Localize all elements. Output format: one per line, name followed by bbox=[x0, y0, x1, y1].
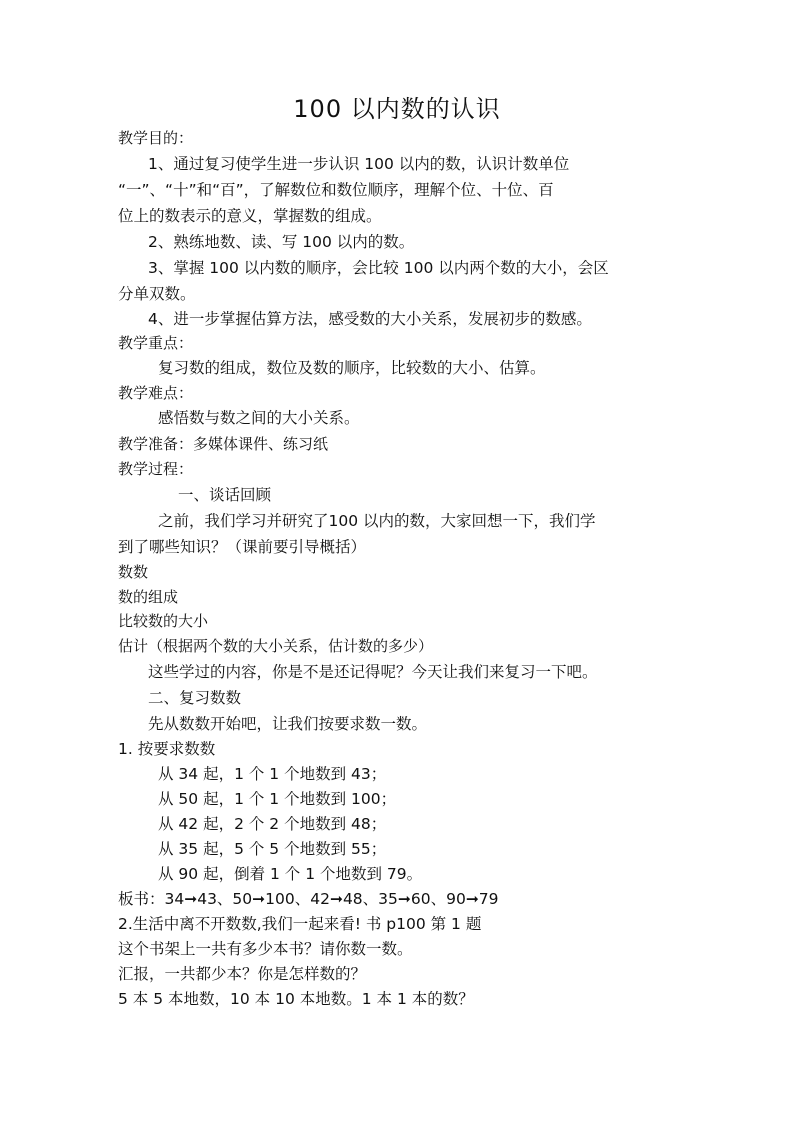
count-item-5: 从 90 起，倒着 1 个 1 个地数到 79。 bbox=[158, 865, 423, 883]
document-title: 100 以内数的认识 bbox=[293, 95, 501, 123]
section-2-heading: 二、复习数数 bbox=[148, 689, 242, 707]
count-item-1: 从 34 起，1 个 1 个地数到 43； bbox=[158, 765, 387, 783]
section-2-intro: 先从数数开始吧，让我们按要求数一数。 bbox=[148, 715, 428, 733]
goal-1-line-2: “一”、“十”和“百”，了解数位和数位顺序，理解个位、十位、百 bbox=[118, 181, 554, 199]
intro-line-1: 之前，我们学习并研究了100 以内的数，大家回想一下，我们学 bbox=[158, 512, 596, 530]
count-item-3: 从 42 起，2 个 2 个地数到 48； bbox=[158, 815, 387, 833]
goal-1-line-3: 位上的数表示的意义，掌握数的组成。 bbox=[118, 207, 382, 225]
goal-1-line-1: 1、通过复习使学生进一步认识 100 以内的数，认识计数单位 bbox=[148, 155, 570, 173]
heading-difficulties: 教学难点： bbox=[118, 384, 194, 402]
goal-4: 4、进一步掌握估算方法，感受数的大小关系，发展初步的数感。 bbox=[148, 310, 592, 328]
task-1-heading: 1. 按要求数数 bbox=[118, 740, 216, 758]
task-2-report: 汇报，一共都少本？你是怎样数的？ bbox=[118, 965, 367, 983]
task-2-heading: 2.生活中离不开数数,我们一起来看! 书 p100 第 1 题 bbox=[118, 915, 482, 933]
review-prompt: 这些学过的内容，你是不是还记得呢？今天让我们来复习一下吧。 bbox=[148, 663, 598, 681]
topic-estimation: 估计（根据两个数的大小关系，估计数的多少） bbox=[118, 637, 434, 655]
goal-3-line-2: 分单双数。 bbox=[118, 285, 196, 303]
count-item-4: 从 35 起，5 个 5 个地数到 55； bbox=[158, 840, 387, 858]
key-points-text: 复习数的组成，数位及数的顺序，比较数的大小、估算。 bbox=[158, 359, 546, 377]
task-2-question: 这个书架上一共有多少本书？请你数一数。 bbox=[118, 940, 413, 958]
heading-key-points: 教学重点： bbox=[118, 334, 194, 352]
section-1-heading: 一、谈话回顾 bbox=[178, 486, 272, 504]
intro-line-2: 到了哪些知识？（课前要引导概括） bbox=[118, 538, 367, 556]
goal-2: 2、熟练地数、读、写 100 以内的数。 bbox=[148, 233, 415, 251]
task-2-methods: 5 本 5 本地数，10 本 10 本地数。1 本 1 本的数？ bbox=[118, 990, 474, 1008]
topic-comparison: 比较数的大小 bbox=[118, 612, 209, 630]
count-item-2: 从 50 起，1 个 1 个地数到 100； bbox=[158, 790, 397, 808]
topic-composition: 数的组成 bbox=[118, 588, 179, 606]
teaching-preparation: 教学准备：多媒体课件、练习纸 bbox=[118, 435, 329, 453]
goal-3-line-1: 3、掌握 100 以内数的顺序，会比较 100 以内两个数的大小，会区 bbox=[148, 259, 609, 277]
heading-teaching-goals: 教学目的： bbox=[118, 129, 194, 147]
difficulties-text: 感悟数与数之间的大小关系。 bbox=[158, 409, 360, 427]
topic-counting: 数数 bbox=[118, 563, 149, 581]
heading-process: 教学过程： bbox=[118, 460, 194, 478]
board-notes: 板书：34➞43、50➞100、42➞48、35➞60、90➞79 bbox=[118, 890, 499, 908]
